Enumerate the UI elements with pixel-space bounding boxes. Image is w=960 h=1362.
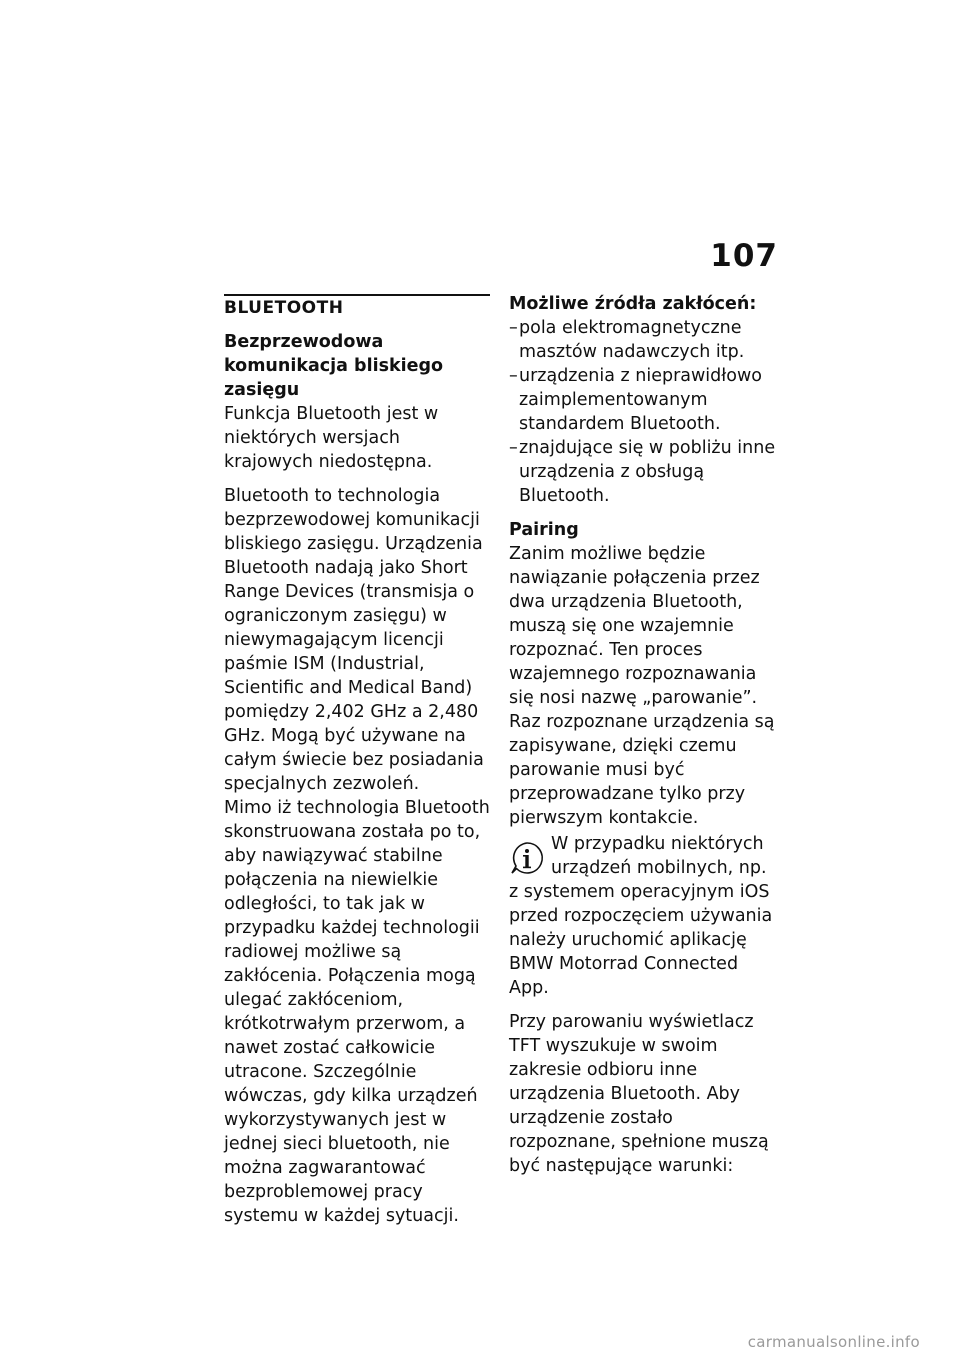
info-note xyxy=(509,832,781,1000)
subheading: Bezprzewodowa komunikacja bliskiego zasięgu xyxy=(224,332,444,400)
list-item: – urządzenia z nieprawidłowo zaimplementowanym standardem Bluetooth. xyxy=(509,366,762,434)
list-item: – znajdujące się w pobliżu inne urządzenia z obsługą Bluetooth. xyxy=(509,438,776,506)
interference-list xyxy=(509,316,781,508)
list-item: – pola elektromagnetyczne masztów nadawczych itp. xyxy=(509,318,745,362)
note-text: W przypadku niektórych urządzeń mobilnych, np. z systemem operacyjnym iOS przed rozpoczęciem używania należy uruchomić aplikację BMW Motorrad Connected App. xyxy=(509,834,773,998)
paragraph-technology: Bluetooth to technologia bezprzewodowej komunikacji bliskiego zasięgu. Urządzenia Bluetooth nadają jako Short Range Devices (transmisja o ograniczonym zasięgu) w niewymagającym licencji paśmie ISM (Industrial, Scientific and Medical Band) pomiędzy 2,402 GHz a 2,480 GHz. Mogą być używane na całym świecie bez posiadania specjalnych zezwoleń. xyxy=(224,486,484,794)
paragraph-pairing: Zanim możliwe będzie nawiązanie połączenia przez dwa urządzenia Bluetooth, muszą się one wzajemnie rozpoznać. Ten proces wzajemnego rozpoznawania się nosi nazwę „parowanie”. Raz rozpoznane urządzenia są zapisywane, dzięki czemu parowanie musi być przeprowadzane tylko przy pierwszym kontakcie. xyxy=(509,544,775,828)
left-column xyxy=(224,296,492,1228)
watermark[interactable]: carmanualsonline.info xyxy=(747,1333,920,1351)
paragraph-availability: Funkcja Bluetooth jest w niektórych wersjach krajowych niedostępna. xyxy=(224,404,439,472)
interference-heading: Możliwe źródła zakłóceń: xyxy=(509,294,757,314)
info-icon xyxy=(509,840,545,876)
right-column xyxy=(509,292,781,1178)
section-title: BLUETOOTH xyxy=(224,298,344,318)
page-number: 107 xyxy=(710,238,778,274)
paragraph-interference: Mimo iż technologia Bluetooth skonstruowana została po to, aby nawiązywać stabilne połączenia na niewielkie odległości, to tak jak w przypadku każdej technologii radiowej możliwe są zakłócenia. Połączenia mogą ulegać zakłóceniom, krótkotrwałym przerwom, a nawet zostać całkowicie utracone. Szczególnie wówczas, gdy kilka urządzeń wykorzystywanych jest w jednej sieci bluetooth, nie można zagwarantować bezproblemowej pracy systemu w każdej sytuacji. xyxy=(224,798,490,1226)
paragraph-pairing-conditions: Przy parowaniu wyświetlacz TFT wyszukuje w swoim zakresie odbioru inne urządzenia Bluetooth. Aby urządzenie zostało rozpoznane, spełnione muszą być następujące warunki: xyxy=(509,1012,769,1176)
pairing-heading: Pairing xyxy=(509,520,579,540)
